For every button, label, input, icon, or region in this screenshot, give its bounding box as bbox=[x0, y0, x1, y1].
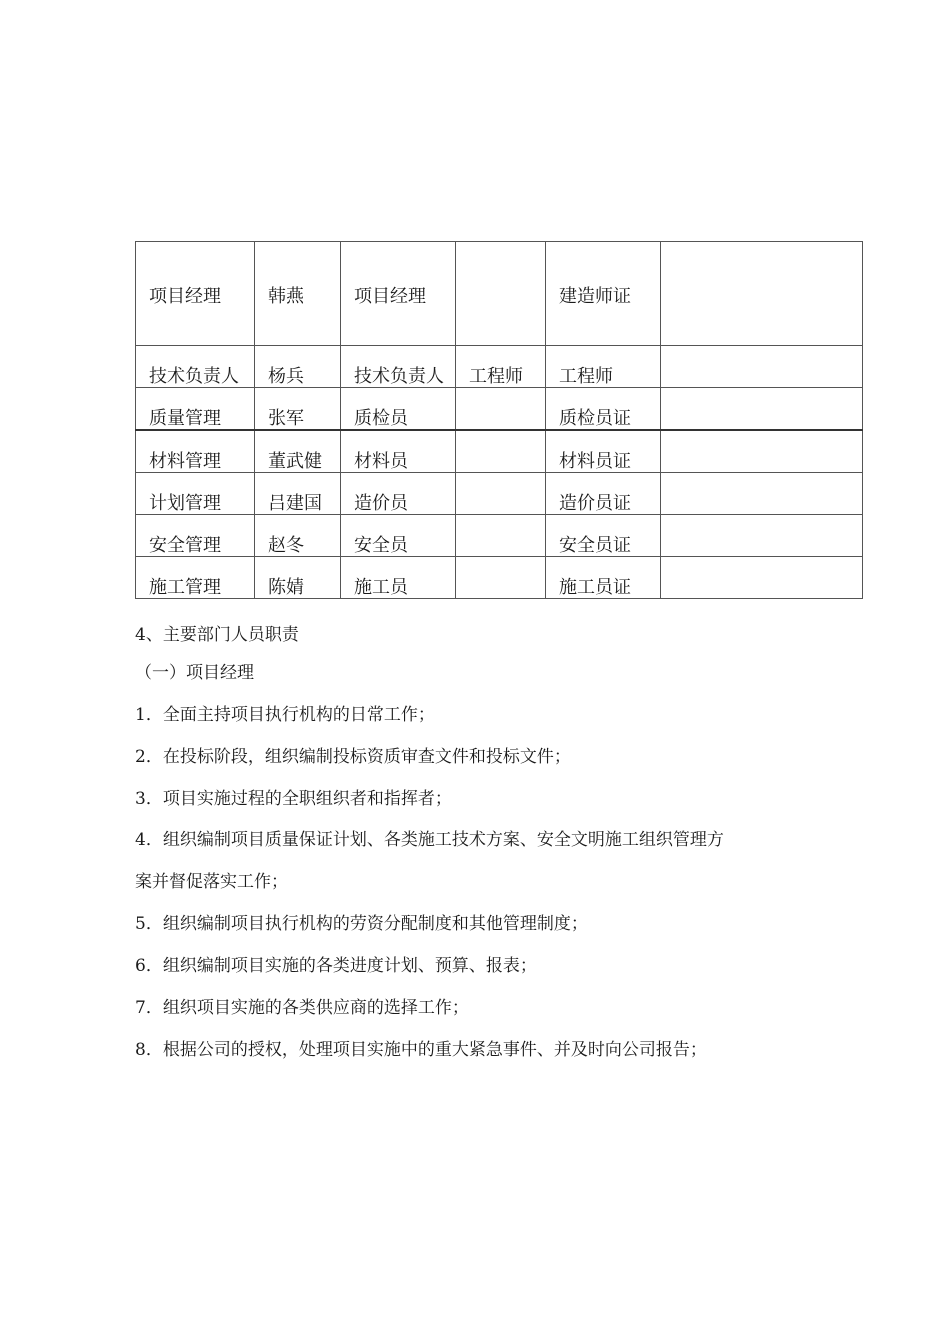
list-item: 5．组织编制项目执行机构的劳资分配制度和其他管理制度； bbox=[135, 914, 588, 934]
list-item: 8．根据公司的授权，处理项目实施中的重大紧急事件、并及时向公司报告； bbox=[135, 1040, 707, 1060]
table-row bbox=[136, 346, 863, 388]
table-row bbox=[136, 515, 863, 557]
list-item: 2．在投标阶段，组织编制投标资质审查文件和投标文件； bbox=[135, 747, 571, 767]
table-cell bbox=[661, 388, 863, 431]
table-cell bbox=[661, 473, 863, 515]
table-cell: 安全员 bbox=[341, 515, 456, 557]
table-cell: 工程师 bbox=[456, 346, 546, 388]
table-cell: 安全管理 bbox=[136, 515, 255, 557]
table-row bbox=[136, 242, 863, 346]
table-cell: 工程师 bbox=[546, 346, 661, 388]
table-cell: 韩燕 bbox=[255, 242, 341, 346]
list-item: 案并督促落实工作； bbox=[135, 872, 288, 892]
table-row bbox=[136, 473, 863, 515]
table-cell bbox=[456, 242, 546, 346]
table-cell: 材料员 bbox=[341, 430, 456, 473]
section-heading: 4、主要部门人员职责 bbox=[135, 625, 299, 645]
table-cell: 建造师证 bbox=[546, 242, 661, 346]
table-cell: 杨兵 bbox=[255, 346, 341, 388]
staff-table bbox=[135, 241, 863, 599]
table-cell: 技术负责人 bbox=[136, 346, 255, 388]
list-item: 7．组织项目实施的各类供应商的选择工作； bbox=[135, 998, 469, 1018]
table-cell: 造价员 bbox=[341, 473, 456, 515]
list-item: 3．项目实施过程的全职组织者和指挥者； bbox=[135, 789, 452, 809]
table-cell: 董武健 bbox=[255, 430, 341, 473]
table-cell bbox=[456, 515, 546, 557]
table-cell: 赵冬 bbox=[255, 515, 341, 557]
table-cell: 吕建国 bbox=[255, 473, 341, 515]
table-cell: 陈婧 bbox=[255, 557, 341, 599]
table-cell: 安全员证 bbox=[546, 515, 661, 557]
table-cell bbox=[661, 242, 863, 346]
table-cell: 张军 bbox=[255, 388, 341, 431]
table-cell bbox=[456, 388, 546, 431]
table-cell: 造价员证 bbox=[546, 473, 661, 515]
section-subheading: （一）项目经理 bbox=[135, 663, 254, 683]
table-cell: 施工员 bbox=[341, 557, 456, 599]
table-row bbox=[136, 557, 863, 599]
table-cell bbox=[456, 473, 546, 515]
list-item: 1．全面主持项目执行机构的日常工作； bbox=[135, 705, 435, 725]
table-cell: 项目经理 bbox=[136, 242, 255, 346]
table-cell: 质量管理 bbox=[136, 388, 255, 431]
table-cell: 质检员 bbox=[341, 388, 456, 431]
table-cell bbox=[661, 430, 863, 473]
list-item: 4．组织编制项目质量保证计划、各类施工技术方案、安全文明施工组织管理方 bbox=[135, 830, 724, 850]
table-cell: 材料员证 bbox=[546, 430, 661, 473]
table-cell: 项目经理 bbox=[341, 242, 456, 346]
table-cell: 材料管理 bbox=[136, 430, 255, 473]
table-cell: 计划管理 bbox=[136, 473, 255, 515]
table-cell: 施工管理 bbox=[136, 557, 255, 599]
table-cell: 质检员证 bbox=[546, 388, 661, 431]
table-cell bbox=[456, 430, 546, 473]
table-cell bbox=[661, 346, 863, 388]
list-item: 6．组织编制项目实施的各类进度计划、预算、报表； bbox=[135, 956, 537, 976]
table-cell: 施工员证 bbox=[546, 557, 661, 599]
table-cell: 技术负责人 bbox=[341, 346, 456, 388]
table-cell bbox=[456, 557, 546, 599]
table-cell bbox=[661, 557, 863, 599]
table-row bbox=[136, 388, 863, 431]
table-cell bbox=[661, 515, 863, 557]
table-row bbox=[136, 430, 863, 473]
